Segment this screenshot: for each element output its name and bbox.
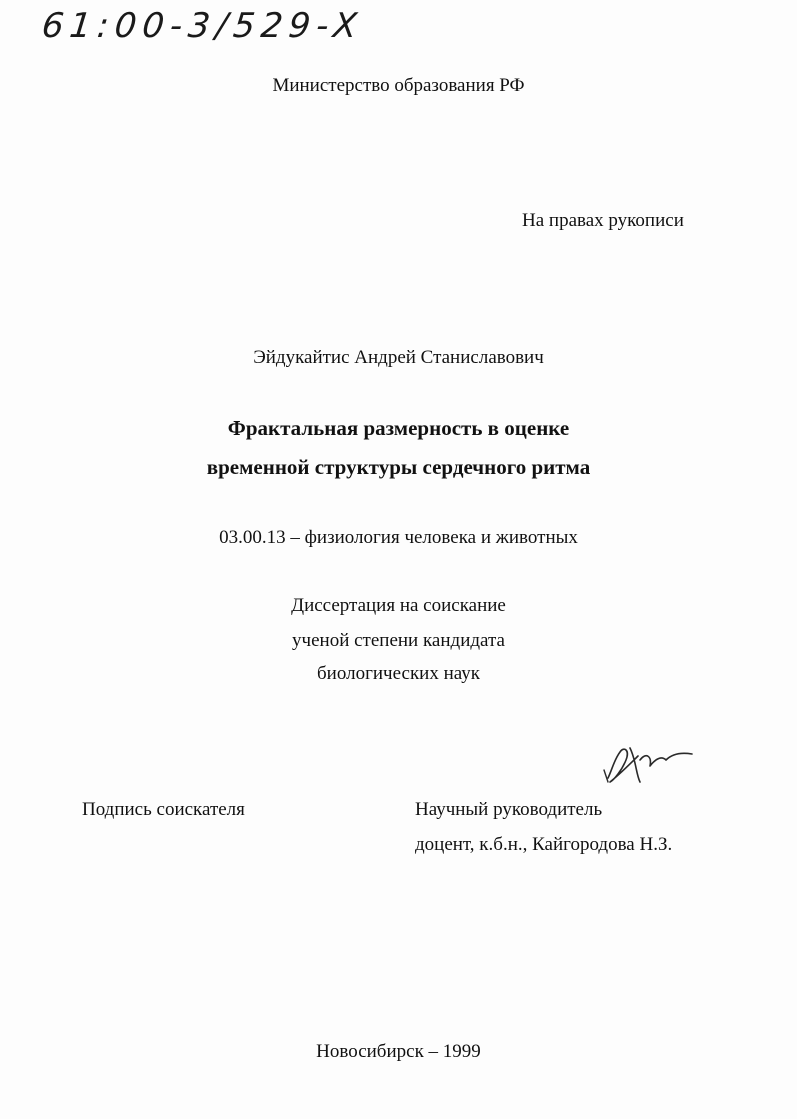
manuscript-rights-note: На правах рукописи: [522, 210, 684, 231]
dissertation-line-2: ученой степени кандидата: [292, 630, 505, 651]
supervisor-name: доцент, к.б.н., Кайгородова Н.З.: [415, 834, 673, 855]
applicant-signature-label: Подпись соискателя: [82, 799, 245, 820]
archive-number: 61:00-3/529-X: [39, 6, 365, 46]
dissertation-line-1: Диссертация на соискание: [291, 595, 506, 616]
ministry-heading: Министерство образования РФ: [272, 75, 525, 96]
title-line-1: Фрактальная размерность в оценке: [227, 416, 570, 440]
dissertation-line-3: биологических наук: [317, 663, 480, 684]
city-year: Новосибирск – 1999: [316, 1041, 481, 1062]
handwritten-signature: [600, 730, 700, 790]
title-line-2: временной структуры сердечного ритма: [206, 455, 591, 479]
author-name: Эйдукайтис Андрей Станиславович: [253, 347, 544, 368]
specialty-code: 03.00.13 – физиология человека и животных: [219, 527, 578, 548]
supervisor-label: Научный руководитель: [415, 799, 603, 820]
